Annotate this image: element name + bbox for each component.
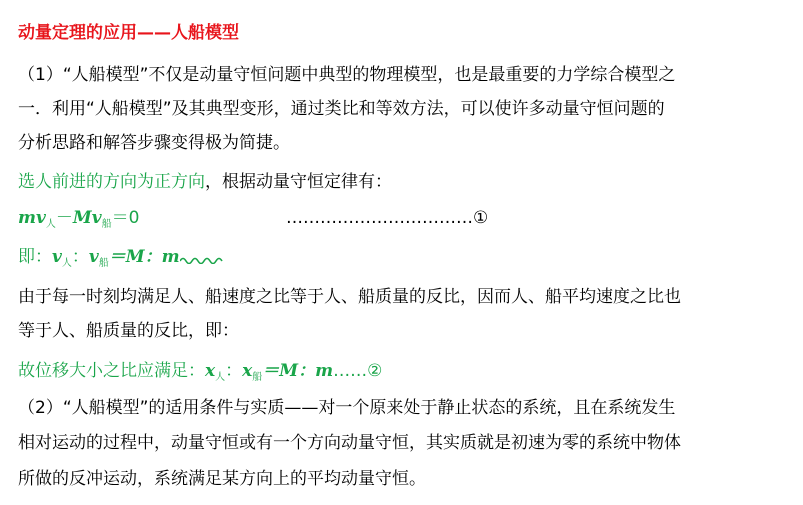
eq3-x1: x [205,361,216,381]
squiggle-mark [180,254,224,264]
paragraph-3-line-3: 所做的反冲运动，系统满足某方向上的平均动量守恒。 [18,469,426,489]
eq3-tail: ……② [333,361,383,381]
conservation-statement: ，根据动量守恒定律有： [205,172,392,192]
eq1-term-b: Mv [72,208,102,228]
paragraph-2-line-2: 等于人、船质量的反比，即： [18,321,239,341]
equation-1-label [286,207,488,229]
paragraph-1-line-2: 一．利用“人船模型”及其典型变形，通过类比和等效方法，可以使许多动量守恒问题的 [18,99,665,119]
direction-statement: 选人前进的方向为正方向 [18,172,205,192]
eq2-sub-2: 船 [98,258,109,269]
eq3-sub-2: 船 [252,372,263,383]
paragraph-1-line-3: 分析思路和解答步骤变得极为简捷。 [18,133,290,153]
eq2-colon: ： [71,247,89,267]
paragraph-2-line-1: 由于每一时刻均满足人、船速度之比等于人、船质量的反比，因而人、船平均速度之比也 [18,287,681,307]
paragraph-3-line-2: 相对运动的过程中，动量守恒或有一个方向动量守恒，其实质就是初速为零的系统中物体 [18,433,681,453]
eq3-colon: ： [225,361,243,381]
equation-1 [18,207,139,232]
equation-3 [18,360,382,385]
eq3-x2: x [242,361,253,381]
step-1-line [18,171,392,193]
paragraph-1-line-1: （1）“人船模型”不仅是动量守恒问题中典型的物理模型，也是最重要的力学综合模型之 [18,65,676,85]
paragraph-3-line-1: （2）“人船模型”的适用条件与实质——对一个原来处于静止状态的系统，且在系统发生 [18,398,676,418]
eq1-minus: － [55,208,73,228]
eq2-prefix: 即： [18,247,52,267]
eq3-prefix: 故位移大小之比应满足： [18,361,205,381]
eq1-dots: ……………………………① [286,208,489,228]
eq1-sub-b: 船 [101,219,112,230]
eq1-sub-a: 人 [45,219,56,230]
eq2-v2: v [88,247,99,267]
eq3-sub-1: 人 [215,372,226,383]
eq2-sub-1: 人 [61,258,72,269]
eq2-v1: v [52,247,62,267]
section-title: 动量定理的应用——人船模型 [18,23,239,43]
equation-2 [18,246,224,271]
eq1-rhs: ＝0 [111,208,140,228]
eq2-rhs: ＝M：m [108,247,180,267]
eq1-term-a: mv [18,208,46,228]
eq3-rhs: ＝M：m [262,361,334,381]
